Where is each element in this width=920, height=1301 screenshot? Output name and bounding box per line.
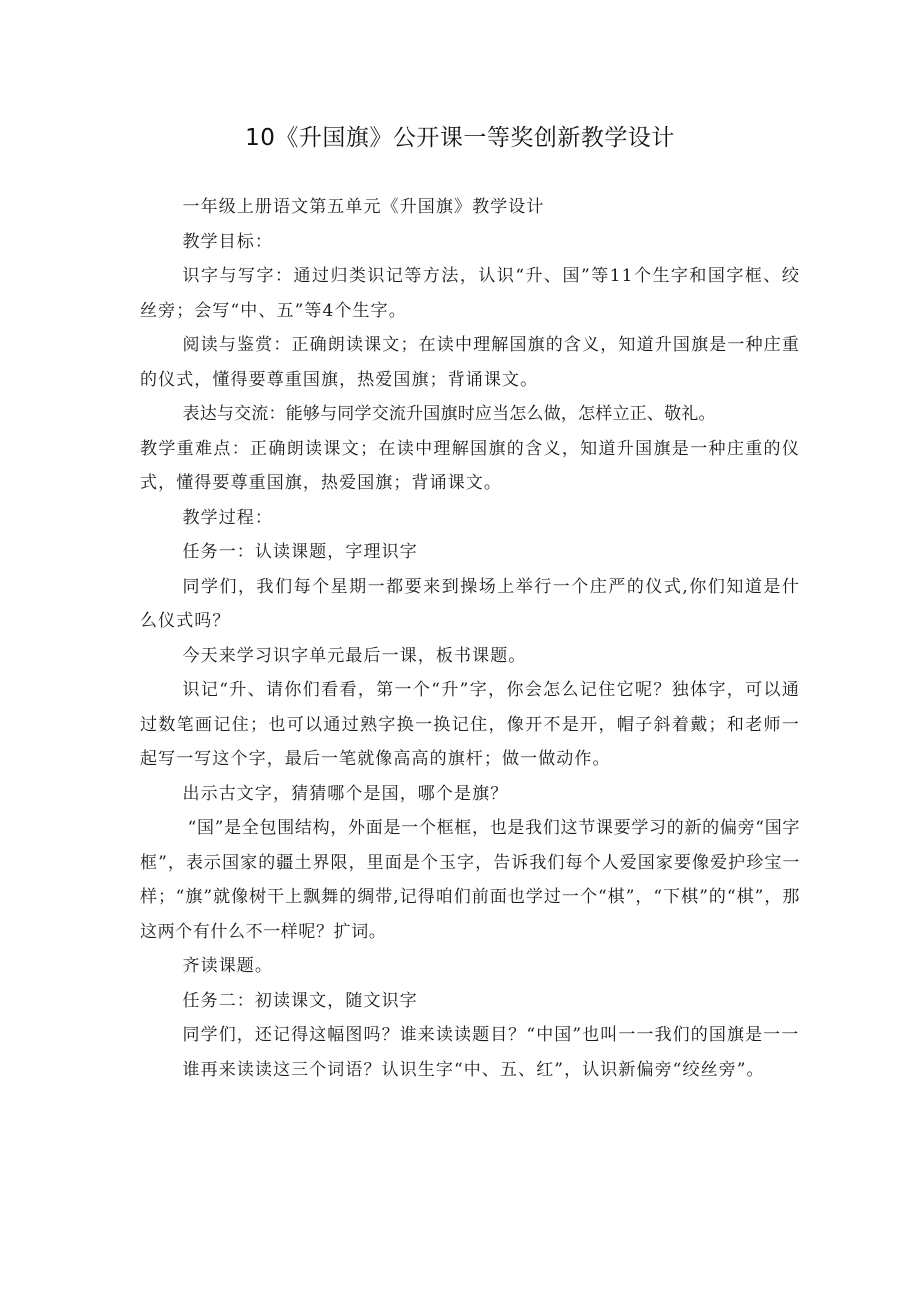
paragraph-objective-literacy: 识字与写字：通过归类识记等方法，认识“升、国”等11个生字和国字框、绞丝旁；会写“中、五”等4个生字。 [140, 266, 800, 321]
paragraph-task-one-heading: 任务一：认读课题，字理识字 [182, 542, 418, 562]
paragraph-task-one-ancient: 出示古文字，猜猜哪个是国，哪个是旗？ [182, 783, 509, 804]
paragraph-task-one-read: 齐读课题。 [182, 956, 273, 976]
paragraph-task-one-board: 今天来学习识字单元最后一课，板书课题。 [182, 645, 527, 666]
paragraph-task-one-sheng: 识记“升、请你们看看，第一个“升”字，你会怎么记住它呢？独体字，可以通过数笔画记住；也可以通过熟字换一换记住，像开不是开，帽子斜着戴；和老师一起写一写这个字，最后一笔就像高高的旗杆；做一做动作。 [140, 680, 800, 769]
paragraph-process-heading: 教学过程： [182, 507, 273, 528]
paragraph-subtitle: 一年级上册语文第五单元《升国旗》教学设计 [182, 197, 545, 217]
paragraph-task-one-intro: 同学们，我们每个星期一都要来到操场上举行一个庄严的仪式,你们知道是什么仪式吗？ [140, 576, 800, 631]
paragraph-objective-expression: 表达与交流：能够与同学交流升国旗时应当怎么做，怎样立正、敬礼。 [182, 404, 716, 424]
paragraph-objectives-heading: 教学目标： [182, 231, 273, 252]
paragraph-task-two-intro: 同学们，还记得这幅图吗？谁来读读题目？“中国”也叫一一我们的国旗是一一 [182, 1025, 800, 1045]
paragraph-task-two-heading: 任务二：初读课文，随文识字 [182, 990, 418, 1011]
paragraph-key-points: 教学重难点：正确朗读课文；在读中理解国旗的含义，知道升国旗是一种庄重的仪式，懂得要尊重国旗，热爱国旗；背诵课文。 [140, 438, 800, 493]
paragraph-task-one-guo: “国”是全包围结构，外面是一个框框，也是我们这节课要学习的新的偏旁“国字框”，表示国家的疆土界限，里面是个玉字，告诉我们每个人爱国家要像爱护珍宝一样；“旗”就像树干上飘舞的绸带,记得咱们前面也学过一个“棋”，“下棋”的“棋”，那这两个有什么不一样呢？扩词。 [140, 818, 800, 942]
document-title: 10《升国旗》公开课一等奖创新教学设计 [245, 125, 675, 151]
document-body [140, 190, 800, 1087]
paragraph-objective-reading: 阅读与鉴赏：正确朗读课文；在读中理解国旗的含义，知道升国旗是一种庄重的仪式，懂得要尊重国旗，热爱国旗；背诵课文。 [140, 335, 800, 390]
paragraph-task-two-words: 谁再来读读这三个词语？认识生字“中、五、红”，认识新偏旁“绞丝旁”。 [182, 1059, 765, 1080]
